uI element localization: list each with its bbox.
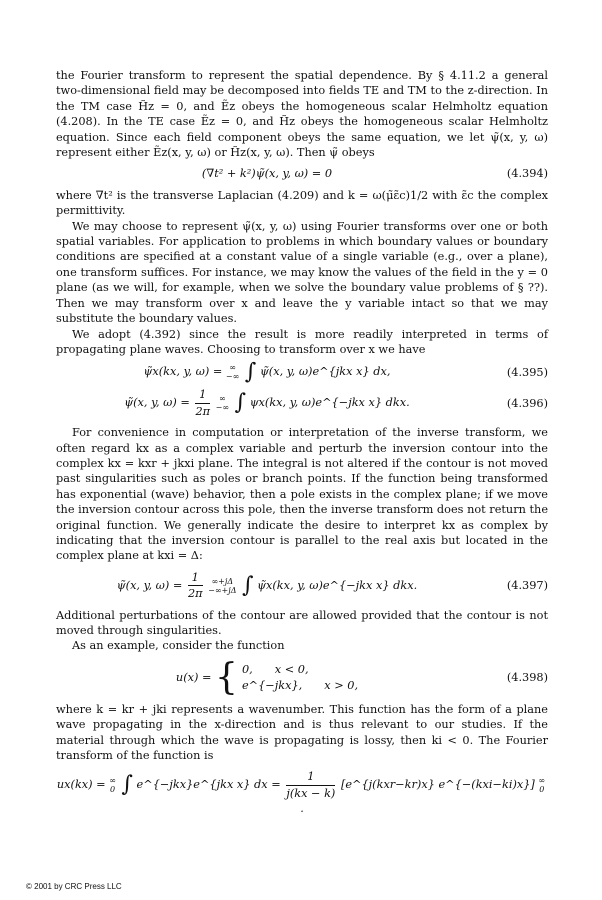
paragraph: We may choose to represent ψ̃(x, y, ω) using Fourier transforms over one or both spatial variables. For application to problems in which boundary values or boundary conditions are specified at a constant value of a single variable (e.g., over a plane), one transform suffices. For instance, we may know the values of the field in the y = 0 plane (as we will, for example, when we solve the boundary value problems of § ??). Then we may transform over x and leave the y variable intact so that we may substitute the boundary values. <box>56 219 548 326</box>
equation-number: (4.398) <box>506 671 548 685</box>
upper-limit: ∞ <box>109 776 116 786</box>
brace: { <box>215 656 238 698</box>
lower-limit: −∞ <box>215 403 230 413</box>
integrand: e^{−jkx}e^{jkx x} dx = <box>136 778 281 792</box>
equation-number: (4.395) <box>506 365 548 379</box>
paragraph: the Fourier transform to represent the spatial dependence. By § 4.11.2 a general two-dimensional field may be decomposed into fields TE and TM to the z-direction. In the TM case H̃z = 0, and Ẽz obeys the homogeneous scalar Helmholtz equation (4.208). In the TE case Ẽz = 0, and H̃z obeys the homogeneous scalar Helmholtz equation. Since each field component obeys the same equation, we let ψ̃(x, y, ω) represent either Ẽz(x, y, ω) or H̃z(x, y, ω). Then ψ̃ obeys <box>56 69 548 160</box>
equation-body: (∇t² + k²)ψ̃(x, y, ω) = 0 <box>201 167 333 181</box>
paragraph: We adopt (4.392) since the result is more readily interpreted in terms of propagating plane waves. Choosing to transform over x we have <box>56 327 548 356</box>
lower-limit: 0 <box>110 785 116 795</box>
equation-number: (4.397) <box>506 578 548 592</box>
upper-limit: ∞ <box>219 394 226 404</box>
fraction: $\frac{1}{2\pi}$ <box>195 388 211 418</box>
equation-fourier-result <box>56 769 548 816</box>
integral-sign: ∫ <box>244 359 257 385</box>
upper-limit: ∞ <box>538 776 546 786</box>
equation-number: (4.394) <box>506 167 548 181</box>
upper-limit: ∞+jΔ <box>211 576 234 586</box>
equation-number: (4.396) <box>506 396 548 410</box>
paragraph: where ∇t² is the transverse Laplacian (4.209) and k = ω(μ̃ε̃c)1/2 with ε̃c the complex permittivity. <box>56 188 548 218</box>
paragraph: For convenience in computation or interpretation of the inverse transform, we often regard kx as a complex variable and perturb the inversion contour into the complex kx = kxr + jkxi plane. The integral is not altered if the contour is not moved past singularities such as poles or branch points. If the function being transformed has exponential (wave) behavior, then a pole exists in the complex plane; if we move the inversion contour across this pole, then the inverse transform does not return the original function. We generally indicate the desire to interpret kx as complex by indicating that the inversion contour is parallel to the real axis but located in the complex plane at kxi = Δ: <box>56 426 548 563</box>
paragraph: As an example, consider the function <box>72 639 285 653</box>
paragraph: where k = kr + jki represents a wavenumber. This function has the form of a plane wave propagating in the x-direction and is thus relevant to our studies. If the material through which the wave is propagating is lossy, then ki < 0. The Fourier transform of the function is <box>56 702 548 763</box>
equation-4-398 <box>56 656 548 698</box>
integral-sign: ∫ <box>234 390 247 416</box>
equation-4-397 <box>56 570 548 602</box>
integral-sign: ∫ <box>242 572 254 598</box>
paragraph: Additional perturbations of the contour are allowed provided that the contour is not moved through singularities. <box>56 608 548 637</box>
equation-lhs: u(x) = <box>175 670 212 684</box>
bracket-term: [e^{j(kxr−kr)x} e^{−(kxi−ki)x}] <box>340 778 535 792</box>
integral-sign: ∫ <box>121 772 133 798</box>
equation-4-394 <box>56 166 548 181</box>
copyright-footer: © 2001 by CRC Press LLC <box>26 882 122 891</box>
page-body <box>56 68 548 823</box>
fraction: $\frac{1}{j(kx - k)}$ <box>286 770 336 800</box>
lower-limit: 0 <box>539 785 545 795</box>
integrand: ψ̃x(kx, y, ω)e^{−jkx x} dkx. <box>257 578 418 592</box>
integrand: ψ̃(x, y, ω)e^{jkx x} dx, <box>259 365 391 379</box>
piecewise-cases: { 0, x < 0, e^{−jkx}, x > 0, <box>215 656 359 698</box>
equation-lhs: ux(kx) = <box>56 778 106 792</box>
integrand: ψx(kx, y, ω)e^{−jkx x} dkx. <box>249 396 410 410</box>
equation-4-396 <box>56 387 548 419</box>
upper-limit: ∞ <box>229 363 236 373</box>
lower-limit: −∞+jΔ <box>208 585 237 595</box>
equation-lhs: ψ̃(x, y, ω) = <box>124 396 190 410</box>
period: . <box>300 802 304 816</box>
fraction: $\frac{1}{2\pi}$ <box>187 570 203 601</box>
equation-lhs: ψ̃(x, y, ω) = <box>116 578 183 592</box>
equation-4-395 <box>56 359 548 385</box>
equation-lhs: ψ̃x(kx, y, ω) = <box>143 365 223 379</box>
lower-limit: −∞ <box>225 372 240 382</box>
